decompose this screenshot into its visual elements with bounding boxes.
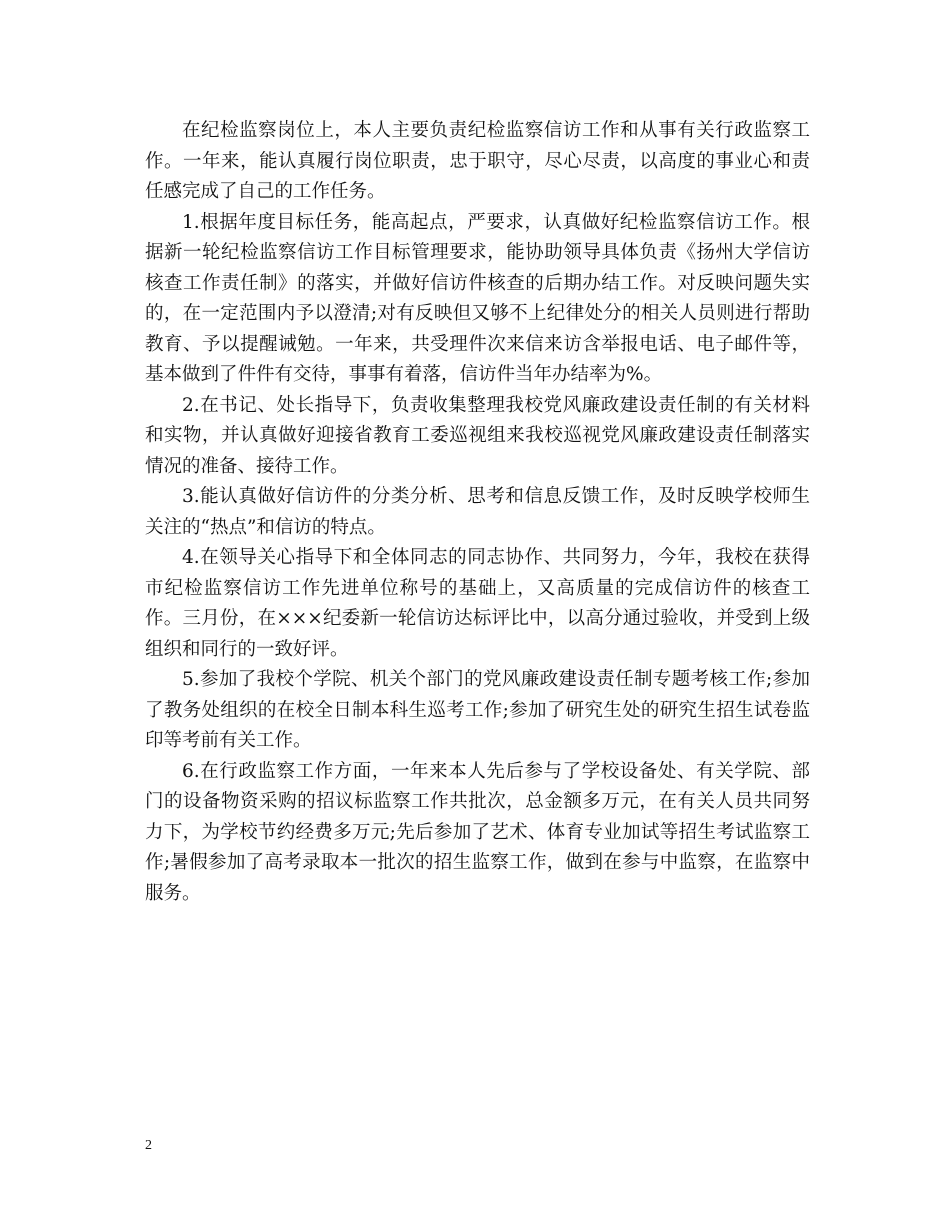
page-number: 2 [145, 1138, 152, 1153]
paragraph-item-3: 3.能认真做好信访件的分类分析、思考和信息反馈工作，及时反映学校师生关注的“热点”和信访的特点。 [145, 486, 810, 538]
paragraph-item-1: 1.根据年度目标任务，能高起点，严要求，认真做好纪检监察信访工作。根据新一轮纪检监察信访工作目标管理要求，能协助领导具体负责《扬州大学信访核查工作责任制》的落实，并做好信访件核查的后期办结工作。对反映问题失实的，在一定范围内予以澄清;对有反映但又够不上纪律处分的相关人员则进行帮助教育、予以提醒诫勉。一年来，共受理件次来信来访含举报电话、电子邮件等，基本做到了件件有交待，事事有着落，信访件当年办结率为%。 [145, 211, 810, 385]
paragraph-item-6: 6.在行政监察工作方面，一年来本人先后参与了学校设备处、有关学院、部门的设备物资采购的招议标监察工作共批次，总金额多万元，在有关人员共同努力下，为学校节约经费多万元;先后参加了艺术、体育专业加试等招生考试监察工作;暑假参加了高考录取本一批次的招生监察工作，做到在参与中监察，在监察中服务。 [145, 760, 810, 904]
paragraph-item-2: 2.在书记、处长指导下，负责收集整理我校党风廉政建设责任制的有关材料和实物，并认真做好迎接省教育工委巡视组来我校巡视党风廉政建设责任制落实情况的准备、接待工作。 [145, 394, 810, 477]
document-body [145, 116, 810, 909]
paragraph-intro: 在纪检监察岗位上，本人主要负责纪检监察信访工作和从事有关行政监察工作。一年来，能认真履行岗位职责，忠于职守，尽心尽责，以高度的事业心和责任感完成了自己的工作任务。 [145, 120, 810, 202]
paragraph-item-4: 4.在领导关心指导下和全体同志的同志协作、共同努力，今年，我校在获得市纪检监察信访工作先进单位称号的基础上，又高质量的完成信访件的核查工作。三月份，在×××纪委新一轮信访达标评比中，以高分通过验收，并受到上级组织和同行的一致好评。 [145, 547, 810, 660]
paragraph-item-5: 5.参加了我校个学院、机关个部门的党风廉政建设责任制专题考核工作;参加了教务处组织的在校全日制本科生巡考工作;参加了研究生处的研究生招生试卷监印等考前有关工作。 [145, 669, 810, 751]
